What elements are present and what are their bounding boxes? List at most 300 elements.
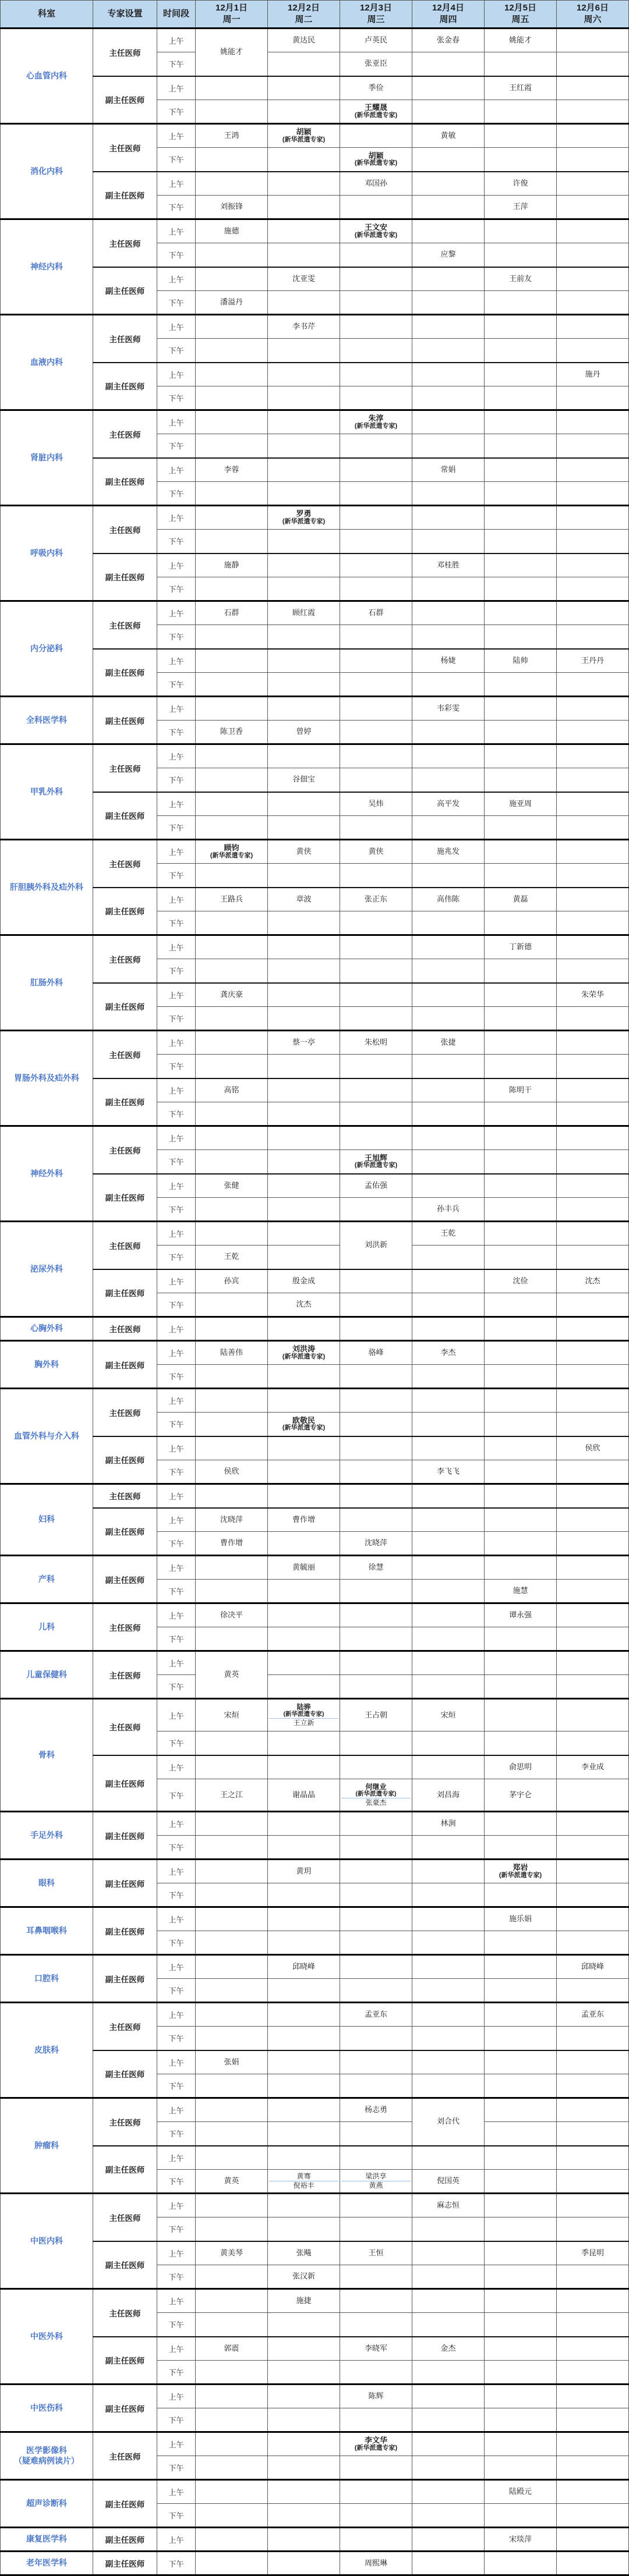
department-name: 手足外科: [30, 1830, 63, 1840]
doctor-name: 孟亚东: [364, 2010, 387, 2019]
doctor-name: 陆帅: [513, 655, 528, 665]
department-cell: [1, 1603, 93, 1651]
schedule-cell: [268, 267, 340, 291]
schedule-cell: [485, 2194, 557, 2217]
schedule-row: [1, 840, 629, 864]
doctor-name: 刘合代: [436, 2117, 460, 2126]
schedule-row: [1, 2003, 629, 2027]
time-slot-cell: 下午: [157, 1779, 196, 1812]
department-cell: [1, 1860, 93, 1907]
doctor-rank-cell: 主任医师: [93, 2289, 157, 2337]
schedule-cell: [268, 840, 340, 864]
schedule-cell: [557, 315, 629, 339]
doctor-name: 谢晶晶: [292, 1790, 315, 1799]
schedule-row: [1, 124, 629, 148]
schedule-cell: [196, 1031, 268, 1055]
schedule-cell: [340, 673, 412, 697]
schedule-cell: [557, 1979, 629, 2003]
schedule-cell: [268, 888, 340, 911]
schedule-cell: [196, 2480, 268, 2504]
schedule-cell: [485, 1556, 557, 1580]
time-slot-cell: 下午: [157, 864, 196, 888]
schedule-cell: [196, 1779, 268, 1812]
doctor-name: 倪裕丰: [293, 2181, 314, 2190]
schedule-cell: [196, 267, 268, 291]
dispatch-note: (新华派遣专家): [355, 1790, 397, 1797]
schedule-cell: [268, 363, 340, 386]
doctor-rank-cell: 主任医师: [93, 2098, 157, 2146]
schedule-cell: [196, 1126, 268, 1150]
doctor-name: 张健: [224, 1180, 239, 1190]
time-slot-cell: 下午: [157, 911, 196, 935]
schedule-cell: [412, 1931, 485, 1955]
schedule-cell: [485, 1883, 557, 1907]
schedule-cell: [268, 959, 340, 983]
doctor-name: 王乾: [224, 1252, 239, 1261]
schedule-cell: [412, 2074, 485, 2098]
schedule-cell: [196, 1812, 268, 1836]
schedule-cell: [340, 100, 412, 124]
schedule-cell: [196, 2098, 268, 2122]
doctor-rank-cell: 主任医师: [93, 29, 157, 76]
schedule-cell: [485, 673, 557, 697]
doctor-name: 沈杰: [296, 1300, 312, 1309]
department-cell: [1, 2552, 93, 2575]
schedule-cell: [485, 1484, 557, 1508]
schedule-cell: [196, 1603, 268, 1627]
doctor-rank-cell: 主任医师: [93, 601, 157, 649]
schedule-cell: [340, 76, 412, 100]
schedule-cell: [268, 697, 340, 721]
schedule-cell: [196, 1078, 268, 1102]
schedule-cell: [340, 792, 412, 816]
schedule-cell: [412, 2432, 485, 2456]
department-name: 甲乳外科: [30, 786, 63, 796]
dispatch-note: (新华派遣专家): [283, 1710, 324, 1718]
doctor-name: 黄毓丽: [292, 1563, 315, 1572]
schedule-cell: [412, 100, 485, 124]
doctor-name: 侯欣: [224, 1467, 239, 1476]
dispatch-note: (新华派遣专家): [354, 232, 398, 239]
schedule-cell: [196, 1556, 268, 1580]
time-slot-cell: 下午: [157, 1883, 196, 1907]
doctor-name: 石群: [368, 608, 384, 618]
header-date: 12月5日: [504, 2, 537, 13]
schedule-cell: [340, 1317, 412, 1341]
schedule-cell: [557, 1484, 629, 1508]
time-slot-cell: 下午: [157, 768, 196, 792]
schedule-cell: [196, 1365, 268, 1389]
doctor-name: 施亚周: [508, 799, 532, 808]
schedule-cell: [340, 840, 412, 864]
doctor-rank-cell: 副主任医师: [93, 1269, 157, 1317]
schedule-row: [1, 219, 629, 243]
doctor-name: 陈卫香: [220, 727, 243, 736]
doctor-name: 施慧: [513, 1586, 528, 1595]
schedule-cell: [196, 386, 268, 410]
schedule-row: [1, 1755, 629, 1779]
schedule-cell: [340, 2050, 412, 2074]
schedule-cell: [340, 1907, 412, 1931]
time-slot-cell: 下午: [157, 1102, 196, 1126]
department-name: 胃肠外科及疝外科: [14, 1073, 79, 1083]
department-cell: [1, 1699, 93, 1812]
schedule-cell: [412, 840, 485, 864]
schedule-cell: [557, 888, 629, 911]
schedule-row: [1, 76, 629, 100]
time-slot-cell: 上午: [157, 458, 196, 482]
doctor-name: 龚庆豪: [220, 989, 243, 999]
schedule-cell: [485, 172, 557, 196]
schedule-cell: [196, 2337, 268, 2361]
schedule-cell: [196, 601, 268, 625]
schedule-cell: [340, 1078, 412, 1102]
schedule-cell: [340, 2217, 412, 2241]
schedule-cell: [485, 2217, 557, 2241]
schedule-cell: [268, 1651, 340, 1675]
department-name-line2: （疑难病例读片）: [14, 2456, 79, 2465]
doctor-name: 王萍: [513, 202, 528, 211]
schedule-cell: [340, 2194, 412, 2217]
schedule-cell: [412, 1365, 485, 1389]
time-slot-cell: 上午: [157, 1389, 196, 1413]
schedule-cell: [412, 2027, 485, 2050]
schedule-cell: [412, 2241, 485, 2265]
schedule-row: [1, 1389, 629, 1413]
doctor-name: 李晓军: [364, 2343, 387, 2353]
department-cell: [1, 840, 93, 935]
schedule-cell: [340, 1699, 412, 1731]
schedule-cell: [340, 649, 412, 673]
schedule-cell: [557, 1102, 629, 1126]
header-weekday: 周六: [584, 15, 602, 24]
schedule-cell: [340, 601, 412, 625]
schedule-cell: [485, 219, 557, 243]
schedule-cell: [340, 2098, 412, 2122]
schedule-cell: [340, 410, 412, 434]
time-slot-cell: 上午: [157, 1755, 196, 1779]
time-slot-cell: 下午: [157, 2361, 196, 2385]
time-slot-cell: 上午: [157, 76, 196, 100]
schedule-cell: [412, 386, 485, 410]
schedule-cell: [268, 577, 340, 601]
department-name: 眼科: [38, 1878, 55, 1887]
doctor-name: 黄英: [224, 2176, 239, 2185]
doctor-rank-cell: 副主任医师: [93, 1556, 157, 1603]
schedule-cell: [196, 697, 268, 721]
doctor-name: 张金春: [436, 36, 460, 45]
schedule-cell: [557, 2480, 629, 2504]
schedule-cell: [412, 2552, 485, 2575]
schedule-cell: [196, 2050, 268, 2074]
schedule-cell: [268, 1532, 340, 1556]
schedule-cell: [557, 673, 629, 697]
schedule-cell: [268, 792, 340, 816]
schedule-cell: [196, 2385, 268, 2408]
time-slot-cell: 下午: [157, 673, 196, 697]
schedule-row: [1, 1341, 629, 1365]
schedule-cell: [557, 1293, 629, 1317]
header-date: 12月2日: [287, 2, 320, 13]
doctor-name: 陆善伟: [220, 1348, 243, 1357]
schedule-cell: [412, 2528, 485, 2552]
schedule-cell: [340, 434, 412, 458]
doctor-name: 倪国英: [436, 2176, 460, 2185]
schedule-row: [1, 1603, 629, 1627]
doctor-name: 宋琰萍: [508, 2534, 532, 2543]
schedule-row: [1, 1031, 629, 1055]
schedule-cell: [412, 2098, 485, 2146]
time-slot-cell: 下午: [157, 1150, 196, 1174]
schedule-cell: [412, 2361, 485, 2385]
time-slot-cell: 下午: [157, 1580, 196, 1603]
schedule-cell: [268, 1317, 340, 1341]
schedule-cell: [340, 506, 412, 530]
department-cell: [1, 1126, 93, 1222]
doctor-name: 季昆明: [581, 2248, 604, 2257]
schedule-cell: [340, 2361, 412, 2385]
doctor-name: 张捷: [440, 1038, 456, 1047]
doctor-name: 邓桂胜: [436, 560, 460, 569]
schedule-cell: [557, 959, 629, 983]
department-cell: [1, 1955, 93, 2003]
time-slot-cell: 上午: [157, 2528, 196, 2552]
schedule-cell: [268, 2385, 340, 2408]
schedule-row: [1, 553, 629, 577]
schedule-cell: [485, 52, 557, 76]
schedule-row: [1, 315, 629, 339]
schedule-cell: [268, 1031, 340, 1055]
schedule-cell: [340, 1580, 412, 1603]
schedule-cell: [340, 1341, 412, 1365]
schedule-cell: [340, 1779, 412, 1812]
dispatch-note: (新华派遣专家): [282, 136, 326, 143]
schedule-cell: [557, 2146, 629, 2170]
doctor-rank-cell: 主任医师: [93, 315, 157, 363]
schedule-cell: [196, 1222, 268, 1246]
schedule-cell: [268, 2313, 340, 2337]
time-slot-cell: 上午: [157, 29, 196, 52]
schedule-cell: [340, 1389, 412, 1413]
schedule-cell: [196, 1055, 268, 1078]
time-slot-cell: 上午: [157, 1341, 196, 1365]
schedule-cell: [485, 2337, 557, 2361]
doctor-rank-cell: 副主任医师: [93, 1955, 157, 2003]
stacked-doctors: [341, 1783, 411, 1807]
schedule-cell: [485, 1317, 557, 1341]
schedule-cell: [268, 1603, 340, 1627]
doctor-name: 王耀晟: [364, 103, 387, 112]
schedule-cell: [485, 1907, 557, 1931]
doctor-rank-cell: 副主任医师: [93, 888, 157, 935]
schedule-cell: [485, 482, 557, 506]
schedule-cell: [557, 1907, 629, 1931]
schedule-cell: [340, 983, 412, 1007]
department-name: 神经内科: [30, 261, 63, 271]
schedule-row: [1, 2552, 629, 2575]
schedule-cell: [557, 1883, 629, 1907]
schedule-cell: [196, 1508, 268, 1532]
time-slot-cell: 上午: [157, 1222, 196, 1246]
doctor-rank-cell: 副主任医师: [93, 697, 157, 744]
schedule-cell: [557, 1055, 629, 1078]
schedule-cell: [412, 1031, 485, 1055]
schedule-cell: [412, 2504, 485, 2528]
doctor-name: 黄骞: [296, 2172, 311, 2181]
schedule-cell: [196, 1413, 268, 1436]
schedule-cell: [340, 1755, 412, 1779]
time-slot-cell: 上午: [157, 792, 196, 816]
schedule-cell: [196, 959, 268, 983]
schedule-cell: [196, 1955, 268, 1979]
doctor-name: 曾婷: [296, 727, 312, 736]
stacked-doctors: [269, 2172, 338, 2190]
schedule-row: [1, 363, 629, 386]
time-slot-cell: 上午: [157, 2432, 196, 2456]
schedule-cell: [268, 1341, 340, 1365]
header-day-2: [268, 1, 340, 29]
schedule-cell: [268, 2194, 340, 2217]
schedule-cell: [412, 2170, 485, 2194]
schedule-cell: [412, 1460, 485, 1484]
doctor-rank-cell: 主任医师: [93, 1317, 157, 1341]
schedule-cell: [340, 1293, 412, 1317]
schedule-cell: [557, 1031, 629, 1055]
doctor-name: 姚能才: [220, 47, 243, 56]
schedule-cell: [196, 410, 268, 434]
schedule-cell: [412, 124, 485, 148]
schedule-cell: [268, 1150, 340, 1174]
schedule-cell: [268, 434, 340, 458]
schedule-cell: [340, 1460, 412, 1484]
schedule-cell: [196, 1007, 268, 1031]
schedule-cell: [557, 530, 629, 553]
schedule-cell: [196, 1979, 268, 2003]
schedule-cell: [340, 768, 412, 792]
schedule-cell: [196, 816, 268, 840]
schedule-cell: [485, 601, 557, 625]
schedule-cell: [196, 458, 268, 482]
doctor-rank-cell: 主任医师: [93, 2432, 157, 2480]
schedule-cell: [412, 744, 485, 768]
schedule-cell: [412, 506, 485, 530]
schedule-cell: [485, 386, 557, 410]
schedule-cell: [196, 864, 268, 888]
schedule-cell: [340, 2337, 412, 2361]
doctor-rank-cell: 主任医师: [93, 935, 157, 983]
doctor-name: 谷佃宝: [292, 775, 315, 784]
schedule-row: [1, 888, 629, 911]
schedule-cell: [485, 100, 557, 124]
doctor-name: 应黎: [440, 250, 456, 259]
schedule-cell: [340, 196, 412, 219]
doctor-name: 黄侠: [368, 847, 384, 856]
schedule-cell: [340, 1651, 412, 1675]
schedule-cell: [412, 2050, 485, 2074]
doctor-name: 李飞飞: [436, 1467, 460, 1476]
doctor-rank-cell: 主任医师: [93, 2194, 157, 2241]
schedule-cell: [557, 2003, 629, 2027]
schedule-cell: [485, 768, 557, 792]
schedule-cell: [340, 1198, 412, 1222]
schedule-cell: [412, 673, 485, 697]
schedule-cell: [412, 1812, 485, 1836]
schedule-cell: [268, 2027, 340, 2050]
doctor-rank-cell: 主任医师: [93, 219, 157, 267]
schedule-cell: [268, 2098, 340, 2122]
time-slot-cell: 下午: [157, 1675, 196, 1699]
schedule-cell: [268, 1078, 340, 1102]
doctor-name: 张豪杰: [365, 1798, 387, 1807]
time-slot-cell: 上午: [157, 2003, 196, 2027]
schedule-cell: [268, 2265, 340, 2289]
dispatch-note: (新华派遣专家): [354, 159, 398, 167]
schedule-cell: [196, 1651, 268, 1699]
schedule-cell: [412, 29, 485, 52]
schedule-cell: [485, 2289, 557, 2313]
schedule-cell: [340, 363, 412, 386]
schedule-cell: [340, 1365, 412, 1389]
schedule-cell: [485, 792, 557, 816]
schedule-cell: [485, 744, 557, 768]
time-slot-cell: 上午: [157, 840, 196, 864]
doctor-name: 王恒: [368, 2248, 384, 2257]
schedule-cell: [268, 2050, 340, 2074]
schedule-cell: [268, 553, 340, 577]
schedule-cell: [557, 2074, 629, 2098]
schedule-cell: [557, 339, 629, 363]
doctor-name: 王文安: [364, 223, 387, 232]
schedule-cell: [557, 1269, 629, 1293]
schedule-row: [1, 2528, 629, 2552]
schedule-cell: [557, 553, 629, 577]
time-slot-cell: 下午: [157, 1198, 196, 1222]
schedule-cell: [196, 172, 268, 196]
schedule-cell: [340, 2432, 412, 2456]
time-slot-cell: 下午: [157, 2313, 196, 2337]
dispatch-note: (新华派遣专家): [282, 1424, 326, 1432]
doctor-name: 刘振锋: [220, 202, 243, 211]
department-cell: [1, 1651, 93, 1699]
time-slot-cell: 下午: [157, 100, 196, 124]
schedule-row: [1, 697, 629, 721]
time-slot-cell: 上午: [157, 219, 196, 243]
schedule-cell: [557, 1675, 629, 1699]
department-name: 老年医学科: [26, 2558, 67, 2568]
schedule-cell: [196, 100, 268, 124]
schedule-cell: [268, 196, 340, 219]
schedule-cell: [557, 124, 629, 148]
doctor-name: 宋烜: [224, 1710, 239, 1719]
schedule-cell: [196, 2504, 268, 2528]
schedule-cell: [196, 196, 268, 219]
time-slot-cell: 上午: [157, 2050, 196, 2074]
schedule-cell: [557, 1341, 629, 1365]
dispatch-note: (新华派遣专家): [354, 112, 398, 119]
time-slot-cell: 下午: [157, 2027, 196, 2050]
schedule-cell: [340, 911, 412, 935]
time-slot-cell: 上午: [157, 2194, 196, 2217]
time-slot-cell: 下午: [157, 625, 196, 649]
header-weekday: 周五: [511, 15, 529, 24]
schedule-cell: [196, 1150, 268, 1174]
doctor-name: 谭永强: [508, 1610, 532, 1620]
time-slot-cell: 上午: [157, 1860, 196, 1883]
time-slot-cell: 下午: [157, 148, 196, 172]
schedule-cell: [196, 1836, 268, 1860]
schedule-cell: [485, 2027, 557, 2050]
schedule-cell: [412, 2194, 485, 2217]
